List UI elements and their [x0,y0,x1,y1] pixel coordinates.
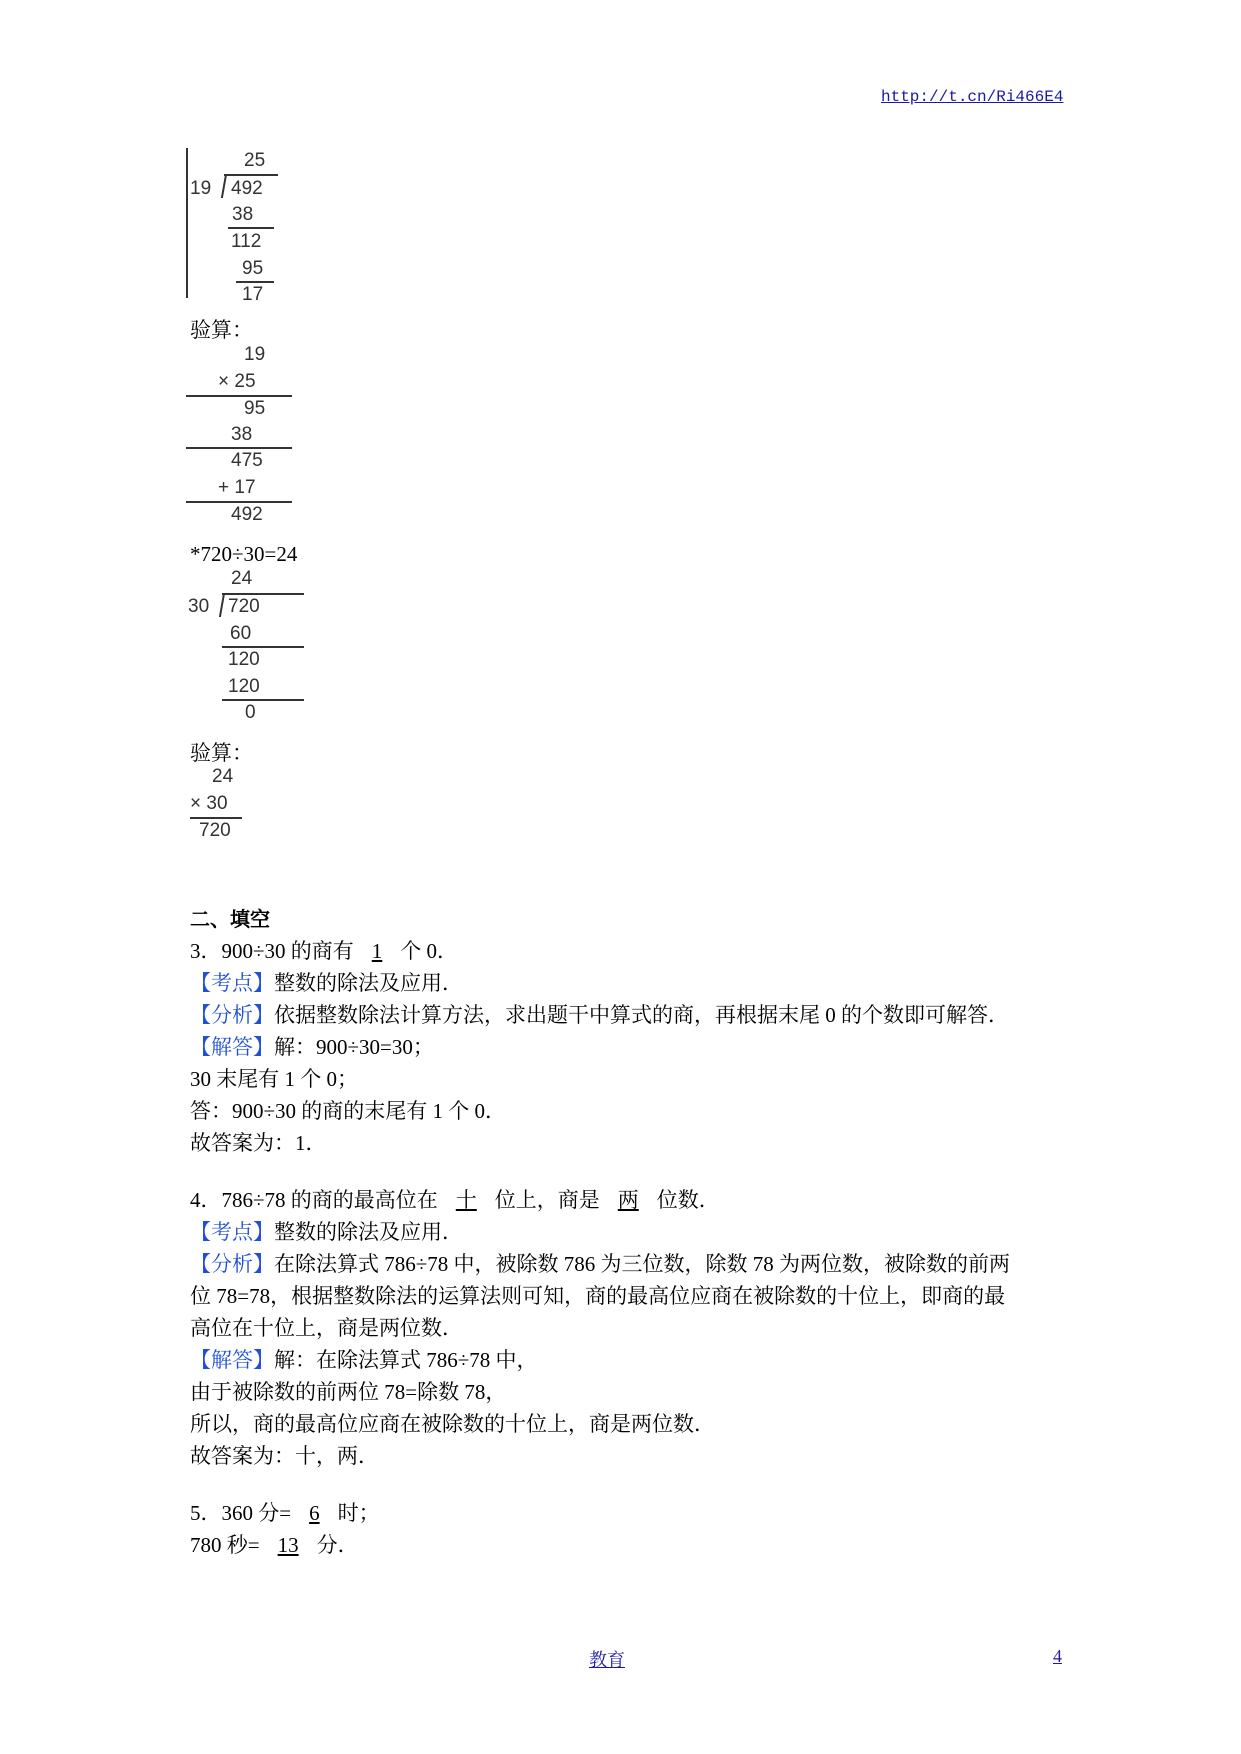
section-heading: 二、填空 [190,907,270,931]
fenxi-text: 依据整数除法计算方法，求出题干中算式的商，再根据末尾 0 的个数即可解答． [274,1003,1009,1027]
long-division-1 [186,148,286,304]
factor-a: 24 [212,766,234,787]
q4-line: 故答案为：十，两． [190,1444,379,1468]
header-link[interactable]: http://t.cn/Ri466E4 [881,88,1064,106]
verification-1 [186,344,296,529]
q4-fenxi-cont: 位 78=78，根据整数除法的运算法则可知，商的最高位应商在被除数的十位上，即商的最 [190,1284,1006,1308]
fenxi-text: 在除法算式 786÷78 中，被除数 786 为三位数，除数 78 为两位数，被除数的前两 [274,1252,1011,1276]
rule [222,699,304,701]
division-bar [224,174,278,176]
q4-stem [190,1190,720,1211]
verification-2 [186,766,266,846]
divisor: 30 [188,596,210,617]
q5-answer-blank-1: 6 [309,1501,320,1525]
rule [186,501,292,503]
quotient: 24 [231,568,253,589]
q3-stem-text: 3．900÷30 的商有 [190,939,354,963]
partial-2: 38 [231,424,253,445]
q4-kaodian [190,1222,463,1243]
q3-answer-blank: 1 [371,939,383,963]
division-bracket [221,174,227,198]
factor-a: 19 [244,344,266,365]
remainder: 17 [242,284,264,305]
step-2: 112 [231,231,262,252]
q3-stem [190,941,458,962]
problem-720: *720÷30=24 [190,542,298,566]
q3-jieda [190,1037,434,1058]
fenxi-tag: 【分析】 [190,1252,274,1276]
step-1: 60 [230,623,252,644]
divisor: 19 [190,178,212,199]
long-division-2 [186,568,306,728]
rule [236,281,274,283]
kaodian-tag: 【考点】 [190,971,274,995]
q4-jieda [190,1350,538,1371]
fenxi-tag: 【分析】 [190,1003,274,1027]
q3-kaodian [190,973,463,994]
total: 492 [231,504,263,525]
factor-b: × 25 [218,371,256,392]
footer-link[interactable]: 教育 [589,1650,625,1670]
dividend: 720 [228,596,260,617]
jieda-tag: 【解答】 [190,1348,274,1372]
q3-stem-tail: 个 0． [400,939,459,963]
q5-line-1 [190,1503,380,1524]
product: 720 [199,820,231,841]
q5-text-tail: 时； [337,1501,380,1525]
q4-stem-text: 4．786÷78 的商的最高位在 [190,1188,438,1212]
q3-line: 故答案为：1． [190,1131,327,1155]
q4-stem-tail: 位数． [656,1188,720,1212]
q3-line: 答：900÷30 的商的末尾有 1 个 0． [190,1099,507,1123]
step-2: 120 [228,649,260,670]
factor-b: × 30 [190,793,228,814]
rule [222,646,304,648]
step-1: 38 [232,204,254,225]
q5-text: 5．360 分= [190,1501,292,1525]
q4-stem-mid: 位上，商是 [494,1188,600,1212]
q3-line: 30 末尾有 1 个 0； [190,1067,358,1091]
jieda-text: 解：在除法算式 786÷78 中， [274,1348,538,1372]
product: 475 [231,450,263,471]
rule [186,447,292,449]
page-number: 4 [1053,1646,1062,1666]
left-border-line [186,148,188,298]
step-3: 120 [228,676,260,697]
check-label-2: 验算： [190,741,253,765]
q5-answer-blank-2: 13 [277,1533,299,1557]
rule [228,227,274,229]
q5-text-tail: 分． [316,1533,359,1557]
kaodian-text: 整数的除法及应用． [274,1220,463,1244]
check-label-1: 验算： [190,318,253,342]
step-3: 95 [242,258,264,279]
division-bar [222,593,304,595]
q5-text: 780 秒= [190,1533,260,1557]
q3-fenxi [190,1005,1009,1026]
quotient: 25 [244,150,266,171]
rule [190,817,242,819]
remainder-add: + 17 [218,477,256,498]
partial-1: 95 [244,398,266,419]
rule [186,395,292,397]
q4-fenxi [190,1254,1010,1275]
q4-fenxi-cont: 高位在十位上，商是两位数． [190,1316,463,1340]
division-bracket [219,593,225,617]
jieda-tag: 【解答】 [190,1035,274,1059]
dividend: 492 [231,178,263,199]
kaodian-tag: 【考点】 [190,1220,274,1244]
q4-line: 所以，商的最高位应商在被除数的十位上，商是两位数． [190,1412,715,1436]
remainder: 0 [245,702,256,723]
jieda-text: 解：900÷30=30； [274,1035,434,1059]
q5-line-2 [190,1535,359,1556]
q4-answer-blank-2: 两 [617,1188,639,1212]
q4-line: 由于被除数的前两位 78=除数 78， [190,1380,507,1404]
q4-answer-blank-1: 十 [455,1188,477,1212]
kaodian-text: 整数的除法及应用． [274,971,463,995]
